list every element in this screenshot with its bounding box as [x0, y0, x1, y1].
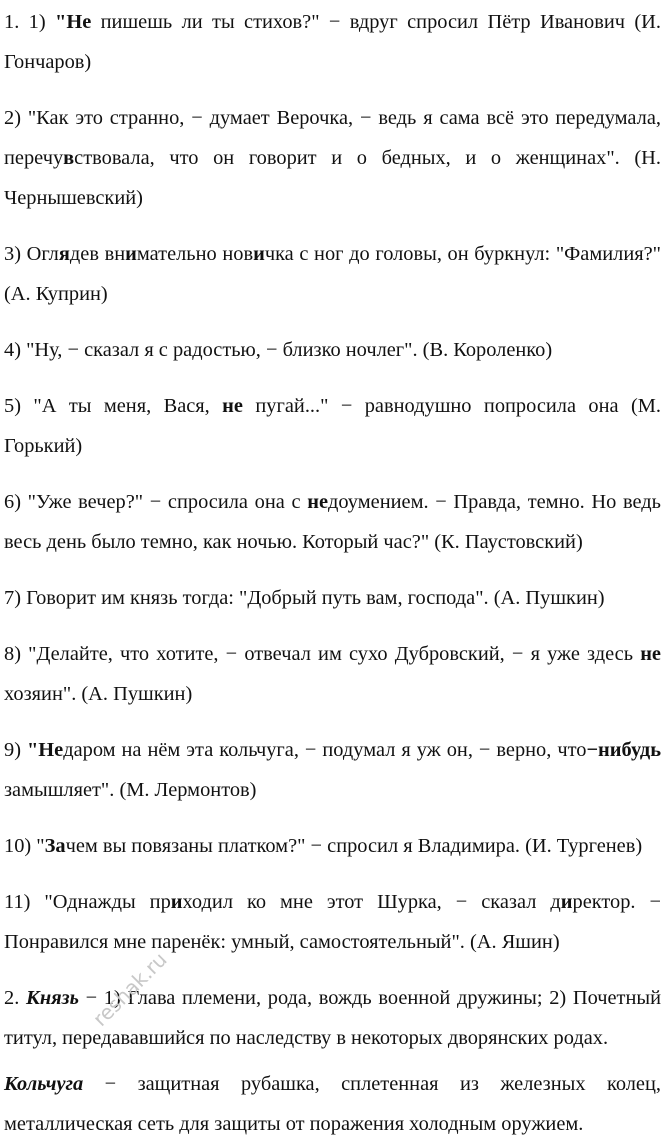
definition-term: Князь	[25, 987, 79, 1009]
highlighted-letters: и	[125, 243, 137, 265]
sentence-list	[4, 2, 661, 962]
sentence-item: 1. 1) "Не пишешь ли ты стихов?" − вдруг спросил Пётр Иванович (И. Гончаров)	[4, 11, 661, 73]
sentence-item: 5) "А ты меня, Вася, не пугай..." − равнодушно попросила она (М. Горький)	[4, 395, 661, 457]
highlighted-letters: "Не	[55, 11, 92, 33]
highlighted-letters: и	[253, 243, 265, 265]
definitions	[4, 978, 661, 1144]
sentence-item: 4) "Ну, − сказал я с радостью, − близко ночлег". (В. Короленко)	[4, 339, 553, 361]
definition-term: Кольчуга	[4, 1073, 84, 1095]
highlighted-letters: я	[58, 243, 70, 265]
definition-text: − защитная рубашка, сплетенная из железных колец, металлическая сеть для защиты от поражения холодным оружием.	[4, 1073, 661, 1135]
highlighted-letters: не	[222, 395, 243, 417]
highlighted-letters: −нибудь	[586, 739, 661, 761]
definition-text: − 1) Глава племени, рода, вождь военной дружины; 2) Почетный титул, передававшийся по наследству в некоторых дворянских родах.	[4, 987, 661, 1049]
highlighted-letters: не	[640, 643, 661, 665]
sentence-item: 10) "Зачем вы повязаны платком?" − спросил я Владимира. (И. Тургенев)	[4, 835, 643, 857]
highlighted-letters: За	[44, 835, 66, 857]
watermark: reshak.ru	[88, 947, 172, 1031]
sentence-item: 11) "Однажды приходил ко мне этот Шурка, − сказал директор. − Понравился мне паренёк: умный, самостоятельный". (А. Яшин)	[4, 891, 661, 953]
sentence-item: 8) "Делайте, что хотите, − отвечал им сухо Дубровский, − я уже здесь не хозяин". (А. Пушкин)	[4, 643, 661, 705]
definition-number: 2.	[4, 987, 26, 1009]
sentence-item: 3) Оглядев внимательно новичка с ног до головы, он буркнул: "Фамилия?" (А. Куприн)	[4, 243, 661, 305]
highlighted-letters: в	[63, 147, 75, 169]
highlighted-letters: и	[170, 891, 183, 913]
sentence-item: 2) "Как это странно, − думает Верочка, − ведь я сама всё это передумала, перечувствовала, что он говорит и о бедных, и о женщинах". (Н. Чернышевский)	[4, 107, 661, 209]
highlighted-letters: не	[307, 491, 329, 513]
sentence-item: 7) Говорит им князь тогда: "Добрый путь вам, господа". (А. Пушкин)	[4, 587, 605, 609]
definition-item	[4, 978, 661, 1058]
sentence-item: 6) "Уже вечер?" − спросила она с недоумением. − Правда, темно. Но ведь весь день было темно, как ночью. Который час?" (К. Паустовский)	[4, 491, 661, 553]
highlighted-letters: и	[560, 891, 573, 913]
highlighted-letters: "Не	[26, 739, 64, 761]
sentence-item: 9) "Недаром на нём эта кольчуга, − подумал я уж он, − верно, что−нибудь замышляет". (М. Лермонтов)	[4, 739, 661, 801]
definition-item	[4, 1064, 661, 1144]
